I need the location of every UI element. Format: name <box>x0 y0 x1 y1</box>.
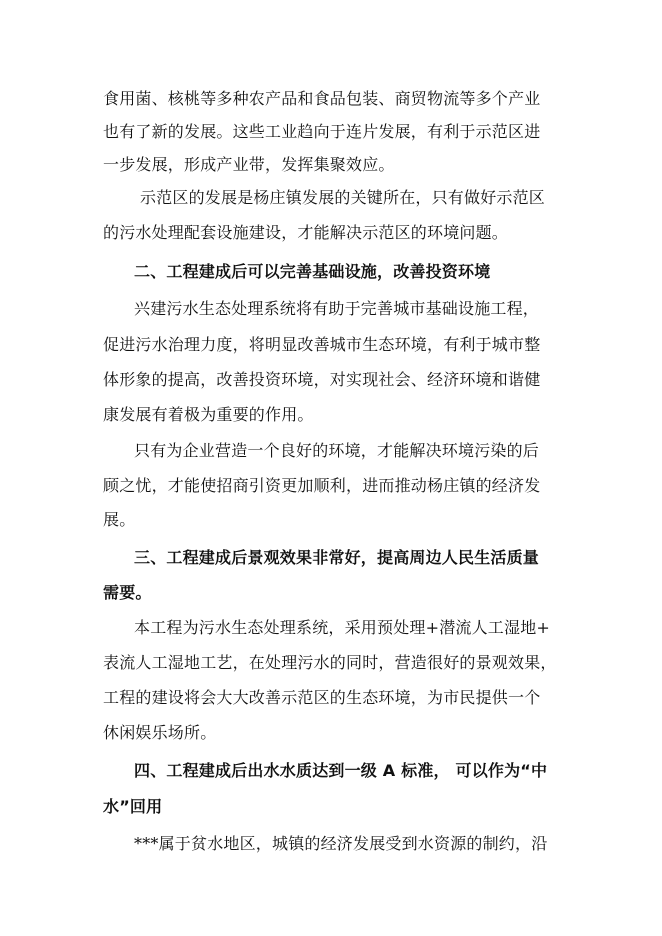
paragraph-line: 康发展有着极为重要的作用。 <box>103 405 314 424</box>
paragraph-line: 体形象的提高，改善投资环境，对实现社会、经济环境和谐健 <box>103 370 541 389</box>
paragraph-line: 食用菌、核桃等多种农产品和食品包装、商贸物流等多个产业 <box>103 89 541 108</box>
paragraph-line: 展。 <box>103 510 136 529</box>
section-heading-4-cont: 水”回用 <box>103 797 163 816</box>
section-heading-2: 二、工程建成后可以完善基础设施，改善投资环境 <box>134 262 491 281</box>
paragraph-line: 本工程为污水生态处理系统，采用预处理+潜流人工湿地+ <box>134 618 551 637</box>
paragraph-line: 的污水处理配套设施建设，才能解决示范区的环境问题。 <box>103 223 509 242</box>
paragraph-line: 一步发展，形成产业带，发挥集聚效应。 <box>103 155 395 174</box>
paragraph-line: 兴建污水生态处理系统将有助于完善城市基础设施工程， <box>134 299 540 318</box>
section-heading-3: 三、工程建成后景观效果非常好，提高周边人民生活质量 <box>134 548 540 567</box>
paragraph-line: 也有了新的发展。这些工业趋向于连片发展，有利于示范区进 <box>103 122 541 141</box>
paragraph-line: 工程的建设将会大大改善示范区的生态环境，为市民提供一个 <box>103 688 541 707</box>
paragraph-line: 只有为企业营造一个良好的环境，才能解决环境污染的后 <box>134 441 540 460</box>
section-heading-3-cont: 需要。 <box>103 583 152 602</box>
paragraph-line: 顾之忧，才能使招商引资更加顺利，进而推动杨庄镇的经济发 <box>103 476 541 495</box>
paragraph-line: 表流人工湿地工艺，在处理污水的同时，营造很好的景观效果， <box>103 653 557 672</box>
paragraph-line: ***属于贫水地区，城镇的经济发展受到水资源的制约，沿 <box>134 834 548 853</box>
paragraph-line: 休闲娱乐场所。 <box>103 723 217 742</box>
section-heading-4: 四、工程建成后出水水质达到一级 A 标准， 可以作为“中 <box>134 761 548 780</box>
paragraph-line: 示范区的发展是杨庄镇发展的关键所在，只有做好示范区 <box>140 188 546 207</box>
paragraph-line: 促进污水治理力度，将明显改善城市生态环境，有利于城市整 <box>103 335 541 354</box>
